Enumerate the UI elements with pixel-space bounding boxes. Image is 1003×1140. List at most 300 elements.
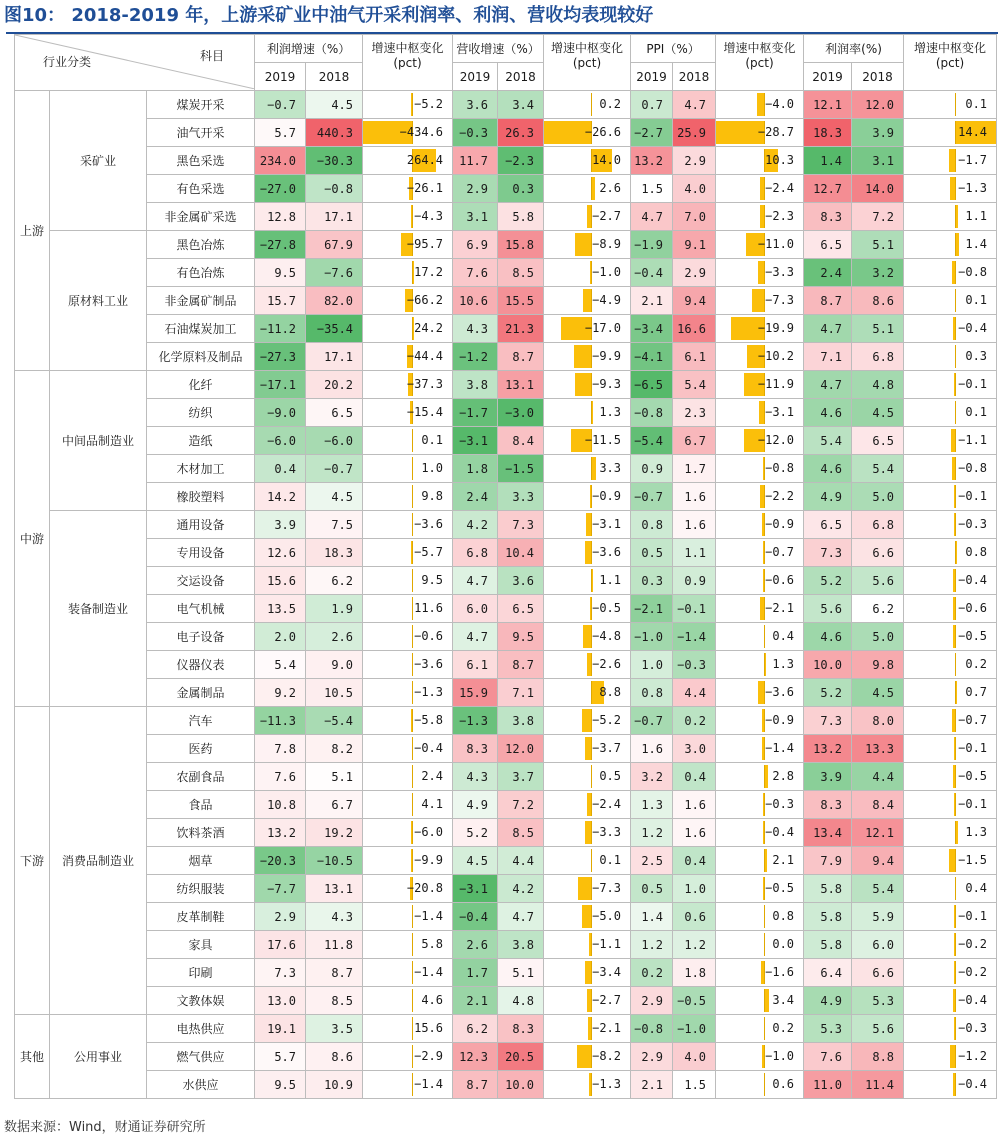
group-label: 消费品制造业 (50, 707, 147, 1015)
pivot-change-cell (544, 175, 631, 203)
pivot-change-cell (904, 651, 997, 679)
pivot-change-cell (716, 651, 804, 679)
table-row (15, 259, 997, 287)
pivot-change-value: −2.4 (765, 181, 795, 195)
segment-label: 中游 (15, 371, 50, 707)
value-cell: 13.5 (255, 595, 306, 623)
pivot-change-cell (544, 987, 631, 1015)
pivot-zero-line (412, 1017, 413, 1040)
pivot-change-value: −10.2 (757, 349, 795, 363)
pivot-change-value: 0.1 (965, 97, 988, 111)
pivot-change-cell (904, 147, 997, 175)
value-cell: 4.0 (673, 1043, 716, 1071)
pivot-zero-line (764, 849, 765, 872)
pivot-zero-line (955, 877, 956, 900)
table-row (15, 455, 997, 483)
pivot-zero-line (955, 1045, 956, 1068)
value-cell: 2.4 (804, 259, 852, 287)
pivot-change-value: −2.9 (414, 1049, 444, 1063)
revenue-pivot-header (544, 35, 631, 91)
value-cell: 7.3 (255, 959, 306, 987)
value-cell: 20.2 (306, 371, 363, 399)
item-label: 化学原料及制品 (147, 343, 255, 371)
pivot-zero-line (955, 961, 956, 984)
pivot-change-cell (363, 959, 453, 987)
value-cell: 4.7 (498, 903, 544, 931)
value-cell: 2.9 (631, 987, 673, 1015)
value-cell: 5.9 (852, 903, 904, 931)
pivot-change-cell (904, 595, 997, 623)
pivot-change-cell (904, 399, 997, 427)
value-cell: 4.5 (306, 483, 363, 511)
pivot-change-value: 4.6 (421, 993, 444, 1007)
pivot-zero-line (412, 317, 413, 340)
value-cell: 14.2 (255, 483, 306, 511)
pivot-zero-line (412, 1073, 413, 1096)
pivot-zero-line (591, 93, 592, 116)
value-cell: 4.2 (498, 875, 544, 903)
value-cell: 1.8 (453, 455, 498, 483)
pivot-change-cell (544, 651, 631, 679)
pivot-change-value: 0.1 (965, 405, 988, 419)
pivot-change-value: −0.9 (765, 713, 795, 727)
value-cell: 7.6 (804, 1043, 852, 1071)
value-cell: 6.9 (453, 231, 498, 259)
pivot-zero-line (591, 569, 592, 592)
pivot-change-cell (544, 567, 631, 595)
value-cell: 4.5 (852, 679, 904, 707)
pivot-change-cell (904, 959, 997, 987)
value-cell: 4.3 (306, 903, 363, 931)
pivot-change-value: 0.2 (772, 1021, 795, 1035)
value-cell: 19.2 (306, 819, 363, 847)
pivot-change-value: 2.8 (772, 769, 795, 783)
pivot-change-value: 24.2 (414, 321, 444, 335)
value-cell: 1.2 (631, 819, 673, 847)
value-cell: 5.8 (498, 203, 544, 231)
pivot-zero-line (412, 961, 413, 984)
pivot-change-value: −37.3 (406, 377, 444, 391)
value-cell: 9.4 (852, 847, 904, 875)
pivot-change-cell (544, 455, 631, 483)
value-cell: 7.1 (804, 343, 852, 371)
pivot-change-cell (716, 427, 804, 455)
pivot-change-cell (904, 315, 997, 343)
pivot-change-value: 0.7 (965, 685, 988, 699)
value-cell: 5.8 (804, 903, 852, 931)
value-cell: 13.4 (804, 819, 852, 847)
value-cell: 8.7 (804, 287, 852, 315)
value-cell: 8.6 (306, 1043, 363, 1071)
pivot-zero-line (591, 849, 592, 872)
pivot-zero-line (591, 401, 592, 424)
pivot-change-cell (544, 539, 631, 567)
table-row (15, 175, 997, 203)
value-cell: 8.3 (804, 203, 852, 231)
pivot-change-value: −0.4 (958, 1077, 988, 1091)
value-cell: 1.1 (673, 539, 716, 567)
value-cell: 5.6 (852, 567, 904, 595)
item-label: 非金属矿制品 (147, 287, 255, 315)
pivot-zero-line (955, 793, 956, 816)
pivot-change-value: 1.3 (772, 657, 795, 671)
value-cell: −20.3 (255, 847, 306, 875)
pivot-change-cell (904, 231, 997, 259)
value-cell: 1.5 (673, 1071, 716, 1099)
value-cell: −2.7 (631, 119, 673, 147)
pivot-change-cell (363, 91, 453, 119)
pivot-change-cell (363, 231, 453, 259)
value-cell: 7.1 (498, 679, 544, 707)
item-label: 化纤 (147, 371, 255, 399)
value-cell: 15.9 (453, 679, 498, 707)
pivot-zero-line (955, 345, 956, 368)
value-cell: 5.8 (804, 931, 852, 959)
pivot-change-value: −9.9 (592, 349, 622, 363)
value-cell: 3.3 (498, 483, 544, 511)
pivot-change-cell (544, 371, 631, 399)
item-label: 黑色采选 (147, 147, 255, 175)
value-cell: 15.5 (498, 287, 544, 315)
value-cell: −1.4 (673, 623, 716, 651)
value-cell: 8.3 (498, 1015, 544, 1043)
item-label: 通用设备 (147, 511, 255, 539)
pivot-change-cell (904, 903, 997, 931)
value-cell: −7.7 (255, 875, 306, 903)
item-label: 木材加工 (147, 455, 255, 483)
pivot-change-value: −1.1 (592, 937, 622, 951)
pivot-change-value: −3.6 (414, 517, 444, 531)
pivot-zero-line (412, 905, 413, 928)
pivot-change-cell (716, 371, 804, 399)
pivot-zero-line (412, 681, 413, 704)
value-cell: 2.9 (673, 259, 716, 287)
value-cell: 3.7 (498, 763, 544, 791)
table-row (15, 763, 997, 791)
pivot-change-cell (716, 287, 804, 315)
value-cell: 0.7 (631, 91, 673, 119)
value-cell: 9.4 (673, 287, 716, 315)
ppi-pivot-header-l2: (pct) (745, 56, 774, 70)
pivot-change-value: −1.4 (765, 741, 795, 755)
group-label: 公用事业 (50, 1015, 147, 1099)
pivot-change-cell (544, 483, 631, 511)
value-cell: 5.7 (255, 119, 306, 147)
value-cell: 1.7 (673, 455, 716, 483)
pivot-change-cell (904, 427, 997, 455)
pivot-change-value: −0.6 (958, 601, 988, 615)
value-cell: 8.4 (852, 791, 904, 819)
value-cell: 2.0 (255, 623, 306, 651)
pivot-change-value: −0.5 (958, 769, 988, 783)
item-label: 印刷 (147, 959, 255, 987)
pivot-change-cell (544, 791, 631, 819)
pivot-change-cell (904, 511, 997, 539)
pivot-change-value: −4.8 (592, 629, 622, 643)
pivot-zero-line (955, 261, 956, 284)
pivot-change-cell (544, 147, 631, 175)
pivot-change-value: 1.1 (599, 573, 622, 587)
value-cell: 6.8 (453, 539, 498, 567)
value-cell: 0.2 (673, 707, 716, 735)
value-cell: 7.5 (306, 511, 363, 539)
pivot-change-value: −0.7 (765, 545, 795, 559)
margin-pivot-header (904, 35, 997, 91)
value-cell: 1.8 (673, 959, 716, 987)
pivot-change-cell (904, 567, 997, 595)
pivot-change-cell (544, 427, 631, 455)
value-cell: 13.2 (804, 735, 852, 763)
pivot-change-cell (716, 1071, 804, 1099)
pivot-change-cell (716, 175, 804, 203)
pivot-change-value: −0.7 (958, 713, 988, 727)
revenue-pivot-header-l2: (pct) (572, 56, 602, 70)
value-cell: 5.2 (804, 679, 852, 707)
value-cell: 11.8 (306, 931, 363, 959)
pivot-change-value: −434.6 (399, 125, 444, 139)
value-cell: −0.8 (631, 399, 673, 427)
value-cell: −3.1 (453, 875, 498, 903)
value-cell: −5.4 (631, 427, 673, 455)
pivot-change-cell (904, 763, 997, 791)
value-cell: 4.7 (804, 315, 852, 343)
value-cell: 5.1 (498, 959, 544, 987)
value-cell: −6.5 (631, 371, 673, 399)
pivot-zero-line (955, 149, 956, 172)
pivot-change-cell (363, 903, 453, 931)
value-cell: −0.7 (306, 455, 363, 483)
pivot-change-value: 1.3 (965, 825, 988, 839)
revenue-2018-header: 2018 (498, 63, 544, 91)
pivot-change-value: 5.8 (421, 937, 444, 951)
pivot-change-cell (716, 987, 804, 1015)
pivot-change-cell (363, 875, 453, 903)
pivot-change-cell (904, 539, 997, 567)
value-cell: 5.0 (852, 483, 904, 511)
value-cell: −0.3 (673, 651, 716, 679)
pivot-change-bar (585, 737, 592, 760)
pivot-change-value: −28.7 (757, 125, 795, 139)
value-cell: 5.2 (804, 567, 852, 595)
pivot-change-value: −6.0 (414, 825, 444, 839)
pivot-change-bar (583, 289, 592, 312)
value-cell: 5.6 (804, 595, 852, 623)
pivot-change-value: 14.4 (958, 125, 988, 139)
pivot-zero-line (955, 765, 956, 788)
value-cell: 3.9 (255, 511, 306, 539)
pivot-change-value: −1.0 (592, 265, 622, 279)
value-cell: 0.3 (498, 175, 544, 203)
item-label: 汽车 (147, 707, 255, 735)
item-label: 烟草 (147, 847, 255, 875)
value-cell: 6.1 (453, 651, 498, 679)
pivot-change-value: −7.3 (592, 881, 622, 895)
value-cell: 3.2 (852, 259, 904, 287)
pivot-change-value: −3.1 (592, 517, 622, 531)
table-row (15, 651, 997, 679)
item-label: 仪器仪表 (147, 651, 255, 679)
value-cell: 4.4 (673, 679, 716, 707)
pivot-change-cell (904, 735, 997, 763)
pivot-change-cell (716, 623, 804, 651)
value-cell: 7.2 (498, 791, 544, 819)
pivot-change-value: 0.8 (772, 909, 795, 923)
pivot-change-value: −26.1 (406, 181, 444, 195)
value-cell: 1.0 (673, 875, 716, 903)
group-label: 装备制造业 (50, 511, 147, 707)
pivot-change-cell (904, 119, 997, 147)
value-cell: 4.5 (306, 91, 363, 119)
pivot-change-value: 3.4 (772, 993, 795, 1007)
value-cell: 11.0 (804, 1071, 852, 1099)
pivot-change-cell (716, 847, 804, 875)
pivot-change-cell (716, 595, 804, 623)
pivot-change-value: 0.1 (965, 293, 988, 307)
value-cell: 0.9 (631, 455, 673, 483)
pivot-change-bar (757, 93, 764, 116)
pivot-change-value: −19.9 (757, 321, 795, 335)
pivot-zero-line (412, 625, 413, 648)
value-cell: 1.6 (673, 819, 716, 847)
pivot-change-cell (363, 931, 453, 959)
value-cell: 3.9 (852, 119, 904, 147)
pivot-change-cell (716, 679, 804, 707)
value-cell: 7.9 (804, 847, 852, 875)
value-cell: 25.9 (673, 119, 716, 147)
pivot-change-cell (716, 455, 804, 483)
value-cell: 11.7 (453, 147, 498, 175)
pivot-change-cell (544, 119, 631, 147)
pivot-change-cell (716, 119, 804, 147)
pivot-change-cell (363, 427, 453, 455)
pivot-change-cell (904, 483, 997, 511)
pivot-zero-line (412, 737, 413, 760)
pivot-change-value: −1.0 (765, 1049, 795, 1063)
pivot-change-value: 0.8 (965, 545, 988, 559)
table-row (15, 343, 997, 371)
group-label: 原材料工业 (50, 231, 147, 371)
table-row (15, 119, 997, 147)
value-cell: 0.9 (673, 567, 716, 595)
pivot-zero-line (955, 485, 956, 508)
item-label: 造纸 (147, 427, 255, 455)
value-cell: −0.4 (631, 259, 673, 287)
value-cell: 4.6 (804, 399, 852, 427)
table-row (15, 315, 997, 343)
value-cell: 17.1 (306, 203, 363, 231)
pivot-change-cell (363, 847, 453, 875)
value-cell: 1.2 (673, 931, 716, 959)
value-cell: 67.9 (306, 231, 363, 259)
pivot-change-cell (544, 875, 631, 903)
value-cell: 4.0 (673, 175, 716, 203)
value-cell: 4.7 (631, 203, 673, 231)
value-cell: 1.3 (631, 791, 673, 819)
pivot-change-cell (716, 315, 804, 343)
pivot-change-value: 0.4 (965, 881, 988, 895)
table-row (15, 399, 997, 427)
pivot-change-cell (716, 259, 804, 287)
value-cell: 10.4 (498, 539, 544, 567)
pivot-change-value: 0.4 (772, 629, 795, 643)
pivot-change-cell (544, 959, 631, 987)
pivot-zero-line (591, 681, 592, 704)
value-cell: −1.3 (453, 707, 498, 735)
pivot-change-cell (544, 511, 631, 539)
pivot-change-cell (544, 931, 631, 959)
value-cell: 2.9 (673, 147, 716, 175)
margin-pivot-header-l1: 增速中枢变化 (914, 41, 987, 55)
pivot-change-cell (716, 203, 804, 231)
pivot-change-cell (544, 91, 631, 119)
pivot-change-value: −1.3 (592, 1077, 622, 1091)
table-row (15, 371, 997, 399)
value-cell: 18.3 (804, 119, 852, 147)
value-cell: 4.2 (453, 511, 498, 539)
value-cell: 2.9 (453, 175, 498, 203)
value-cell: 6.2 (852, 595, 904, 623)
table-row (15, 539, 997, 567)
value-cell: 12.1 (804, 91, 852, 119)
value-cell: 3.4 (498, 91, 544, 119)
pivot-change-cell (716, 707, 804, 735)
value-cell: 6.6 (852, 539, 904, 567)
pivot-change-value: −0.1 (958, 377, 988, 391)
value-cell: 1.6 (673, 791, 716, 819)
value-cell: 0.5 (631, 539, 673, 567)
pivot-change-value: −11.9 (757, 377, 795, 391)
pivot-zero-line (412, 485, 413, 508)
pivot-change-bar (574, 345, 592, 368)
pivot-change-cell (716, 931, 804, 959)
pivot-change-cell (363, 315, 453, 343)
value-cell: −1.5 (498, 455, 544, 483)
pivot-change-value: −5.7 (414, 545, 444, 559)
pivot-change-cell (716, 539, 804, 567)
value-cell: 1.0 (631, 651, 673, 679)
item-label: 非金属矿采选 (147, 203, 255, 231)
pivot-change-value: −3.1 (765, 405, 795, 419)
value-cell: 6.0 (852, 931, 904, 959)
pivot-change-cell (544, 623, 631, 651)
value-cell: 26.3 (498, 119, 544, 147)
pivot-change-bar (716, 121, 764, 144)
pivot-zero-line (412, 429, 413, 452)
value-cell: 6.0 (453, 595, 498, 623)
value-cell: 2.6 (453, 931, 498, 959)
value-cell: 5.3 (852, 987, 904, 1015)
pivot-change-value: −1.6 (765, 965, 795, 979)
value-cell: 4.6 (804, 623, 852, 651)
profit-2018-header: 2018 (306, 63, 363, 91)
pivot-zero-line (412, 849, 413, 872)
item-label: 燃气供应 (147, 1043, 255, 1071)
value-cell: 12.7 (804, 175, 852, 203)
revenue-growth-header: 营收增速（%） (453, 35, 544, 63)
value-cell: 6.5 (852, 427, 904, 455)
pivot-change-cell (363, 987, 453, 1015)
value-cell: −0.4 (453, 903, 498, 931)
pivot-change-cell (363, 707, 453, 735)
pivot-change-value: 1.0 (421, 461, 444, 475)
pivot-change-value: −3.7 (592, 741, 622, 755)
value-cell: 5.1 (852, 315, 904, 343)
value-cell: 8.5 (498, 259, 544, 287)
pivot-zero-line (955, 177, 956, 200)
pivot-change-cell (363, 1043, 453, 1071)
pivot-change-cell (363, 819, 453, 847)
pivot-change-value: −3.6 (414, 657, 444, 671)
